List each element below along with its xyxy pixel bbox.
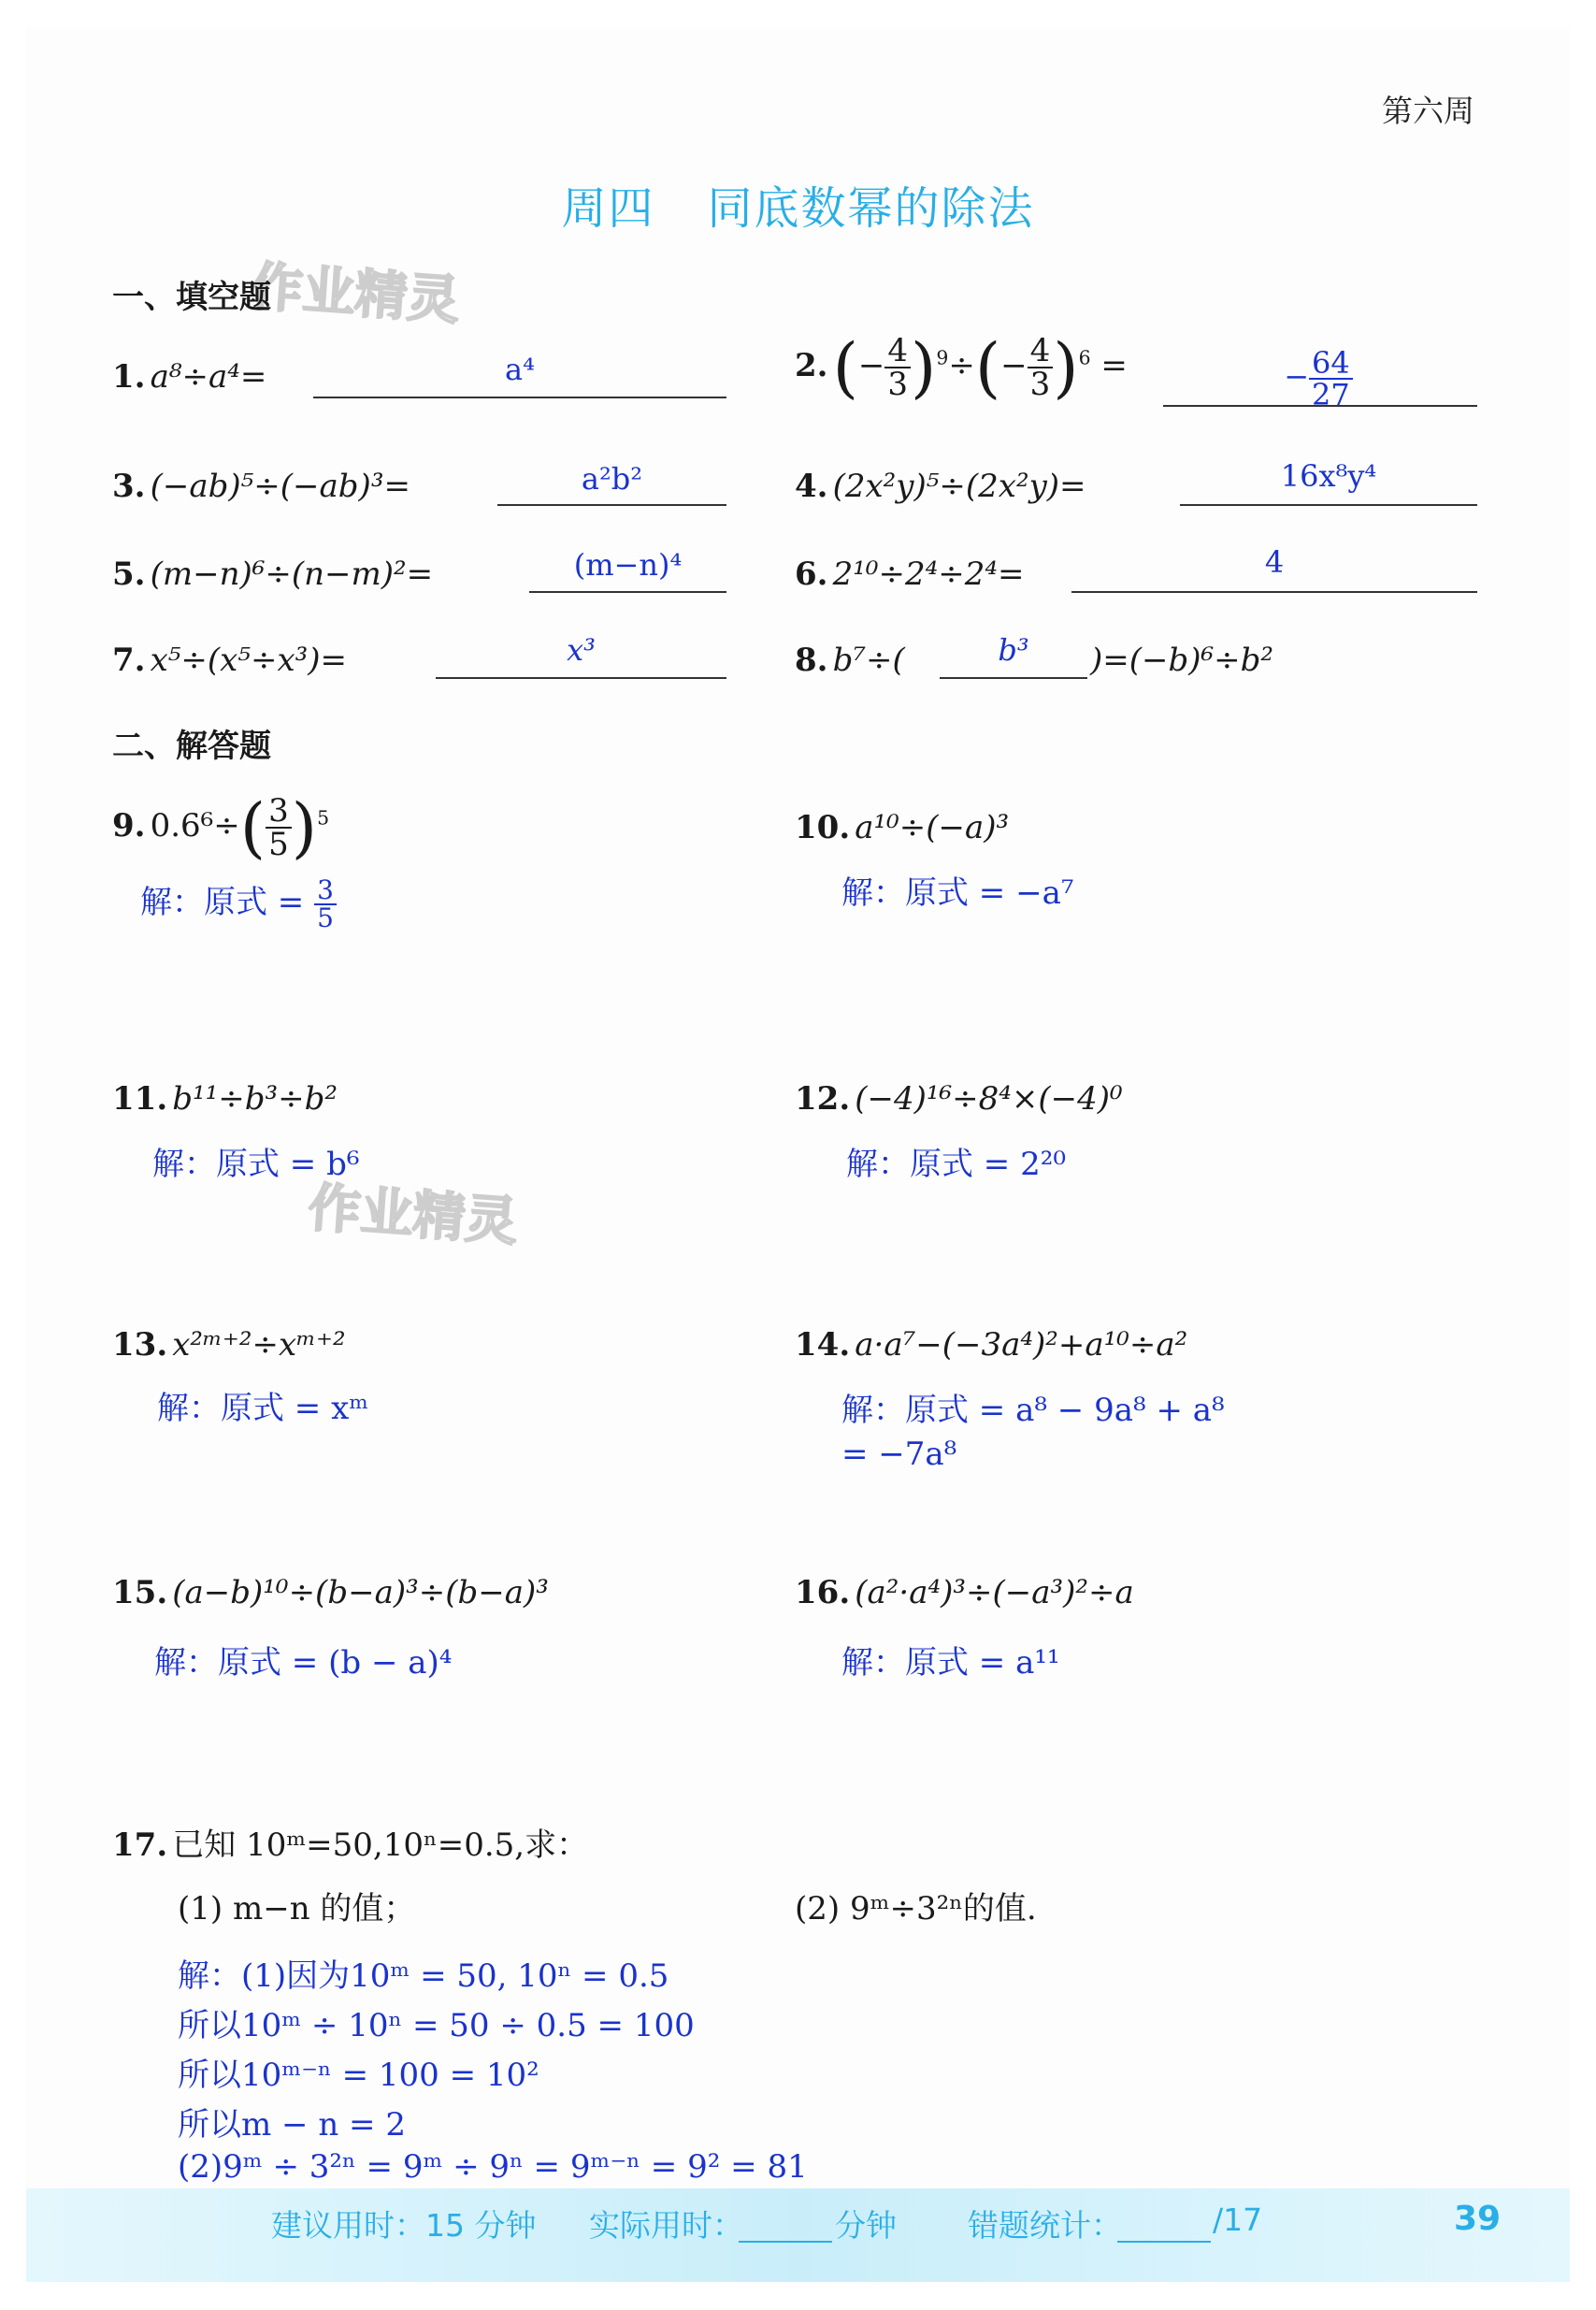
question-number: 16. [795, 1574, 851, 1611]
question-expression: (− $\frac{4}{3}$ )$^9$÷(− $\frac{4}{3}$ )$^6$ = [832, 329, 1128, 406]
solution-line-2: = −7a⁸ [841, 1436, 957, 1473]
handwritten-answer: 16x⁸y⁴ [1280, 458, 1377, 494]
question-part-2: (2) 9ᵐ÷3²ⁿ的值. [795, 1890, 1037, 1927]
question-number: 17. [112, 1826, 168, 1864]
actual-time-unit: 分钟 [835, 2207, 897, 2244]
question-number: 1. [112, 358, 146, 396]
solution: 解：原式 = $\frac{3}{5}$ [140, 876, 337, 931]
question-14 [795, 1326, 1187, 1364]
answer-sign: − [1284, 358, 1310, 395]
page-number: 39 [1454, 2200, 1502, 2238]
question-expression: b¹¹÷b³÷b² [172, 1080, 338, 1118]
answer-blank[interactable] [940, 677, 1087, 679]
answer-numerator: 64 [1309, 348, 1353, 380]
handwritten-answer: a⁴ [505, 352, 535, 387]
answer-blank[interactable] [497, 504, 726, 506]
suggested-time: 建议用时：15 分钟 [271, 2207, 537, 2244]
question-16 [795, 1574, 1134, 1611]
section-fill-heading: 一、填空题 [112, 279, 271, 316]
handwritten-answer: x³ [567, 632, 596, 668]
solution-line: 所以10ᵐ ÷ 10ⁿ = 50 ÷ 0.5 = 100 [178, 2007, 695, 2044]
question-number: 15. [112, 1574, 168, 1611]
handwritten-answer: 4 [1264, 544, 1285, 580]
question-6 [795, 556, 1024, 593]
handwritten-answer: (m−n)⁴ [573, 547, 683, 583]
handwritten-answer: b³ [998, 632, 1029, 668]
question-expression: a·a⁷−(−3a⁴)²+a¹⁰÷a² [855, 1326, 1188, 1364]
answer-blank[interactable] [1180, 504, 1477, 506]
answer-blank[interactable] [436, 677, 726, 679]
question-number: 11. [112, 1080, 168, 1118]
question-number: 8. [795, 642, 828, 679]
answer-blank[interactable] [313, 397, 726, 398]
question-expression: (2x²y)⁵÷(2x²y)= [832, 468, 1086, 505]
error-count-label: 错题统计： [968, 2207, 1122, 2244]
solution-line: 解：(1)因为10ᵐ = 50, 10ⁿ = 0.5 [178, 1957, 669, 1995]
question-5 [112, 556, 433, 593]
question-11 [112, 1080, 338, 1118]
question-7 [112, 642, 347, 679]
question-expression: a⁸÷a⁴= [150, 358, 267, 396]
solution: 解：原式 = a¹¹ [841, 1644, 1060, 1682]
question-13 [112, 1326, 346, 1364]
question-3 [112, 468, 410, 505]
question-9 [112, 789, 330, 866]
question-expression: x²ᵐ⁺²÷xᵐ⁺² [172, 1326, 346, 1364]
solution: 解：原式 = xᵐ [157, 1390, 369, 1427]
question-10 [795, 809, 1009, 846]
question-number: 14. [795, 1326, 851, 1364]
question-expression: 0.6⁶÷( $\frac{3}{5}$ )$^5$ [150, 789, 330, 866]
question-17 [112, 1819, 588, 1865]
question-15 [112, 1574, 549, 1611]
question-stem: 已知 10ᵐ=50,10ⁿ=0.5,求： [172, 1826, 589, 1864]
question-expression: 2¹⁰÷2⁴÷2⁴= [832, 556, 1025, 593]
solution-line: 所以10ᵐ⁻ⁿ = 100 = 10² [178, 2057, 539, 2094]
question-1 [112, 358, 266, 396]
watermark: 作业精灵 [306, 1177, 520, 1253]
question-number: 13. [112, 1326, 168, 1364]
question-number: 2. [795, 347, 828, 384]
question-expression: (a−b)¹⁰÷(b−a)³÷(b−a)³ [172, 1574, 549, 1611]
answer-blank[interactable] [1071, 591, 1477, 593]
question-12 [795, 1080, 1123, 1118]
solution: 解：原式 = a⁸ − 9a⁸ + a⁸ [841, 1392, 1225, 1429]
question-expression: (a²·a⁴)³÷(−a³)²÷a [855, 1574, 1134, 1611]
question-expression-start: b⁷÷( [832, 642, 905, 679]
handwritten-answer: a²b² [581, 461, 643, 497]
question-number: 4. [795, 468, 828, 505]
actual-time-blank[interactable] [739, 2241, 832, 2243]
question-8 [795, 642, 905, 679]
solution: 解：原式 = −a⁷ [841, 874, 1074, 912]
solution-line: (2)9ᵐ ÷ 3²ⁿ = 9ᵐ ÷ 9ⁿ = 9ᵐ⁻ⁿ = 9² = 81 [178, 2148, 808, 2186]
title-day: 周四 [561, 182, 655, 235]
question-number: 9. [112, 807, 146, 845]
question-number: 5. [112, 556, 146, 593]
question-expression-end: )=(−b)⁶÷b² [1090, 642, 1274, 679]
week-label: 第六周 [1382, 93, 1474, 129]
error-count-blank[interactable] [1117, 2241, 1211, 2243]
question-number: 7. [112, 642, 146, 679]
question-expression: (m−n)⁶÷(n−m)²= [150, 556, 434, 593]
title-topic: 同底数幂的除法 [707, 182, 1035, 235]
question-2 [795, 329, 1128, 406]
question-expression: x⁵÷(x⁵÷x³)= [150, 642, 348, 679]
footer-band [26, 2188, 1570, 2282]
answer-denominator: 27 [1312, 377, 1350, 412]
question-4 [795, 468, 1086, 505]
solution: 解：原式 = (b − a)⁴ [154, 1644, 453, 1682]
question-number: 6. [795, 556, 828, 593]
question-part-1: (1) m−n 的值； [178, 1890, 416, 1927]
page-title [0, 172, 1596, 237]
question-number: 3. [112, 468, 146, 505]
question-expression: a¹⁰÷(−a)³ [855, 809, 1010, 846]
solution: 解：原式 = 2²⁰ [846, 1146, 1066, 1183]
watermark: 作业精灵 [248, 256, 462, 332]
question-number: 12. [795, 1080, 851, 1118]
handwritten-answer [1281, 345, 1356, 412]
answer-blank[interactable] [529, 591, 726, 593]
question-expression: (−4)¹⁶÷8⁴×(−4)⁰ [855, 1080, 1123, 1118]
solution: 解：原式 = b⁶ [152, 1146, 360, 1183]
solution-line: 所以m − n = 2 [178, 2106, 406, 2144]
section-solve-heading: 二、解答题 [112, 728, 271, 765]
actual-time-label: 实际用时： [589, 2207, 743, 2244]
question-number: 10. [795, 809, 851, 846]
error-count-total: /17 [1213, 2202, 1263, 2238]
question-expression: (−ab)⁵÷(−ab)³= [150, 468, 410, 505]
